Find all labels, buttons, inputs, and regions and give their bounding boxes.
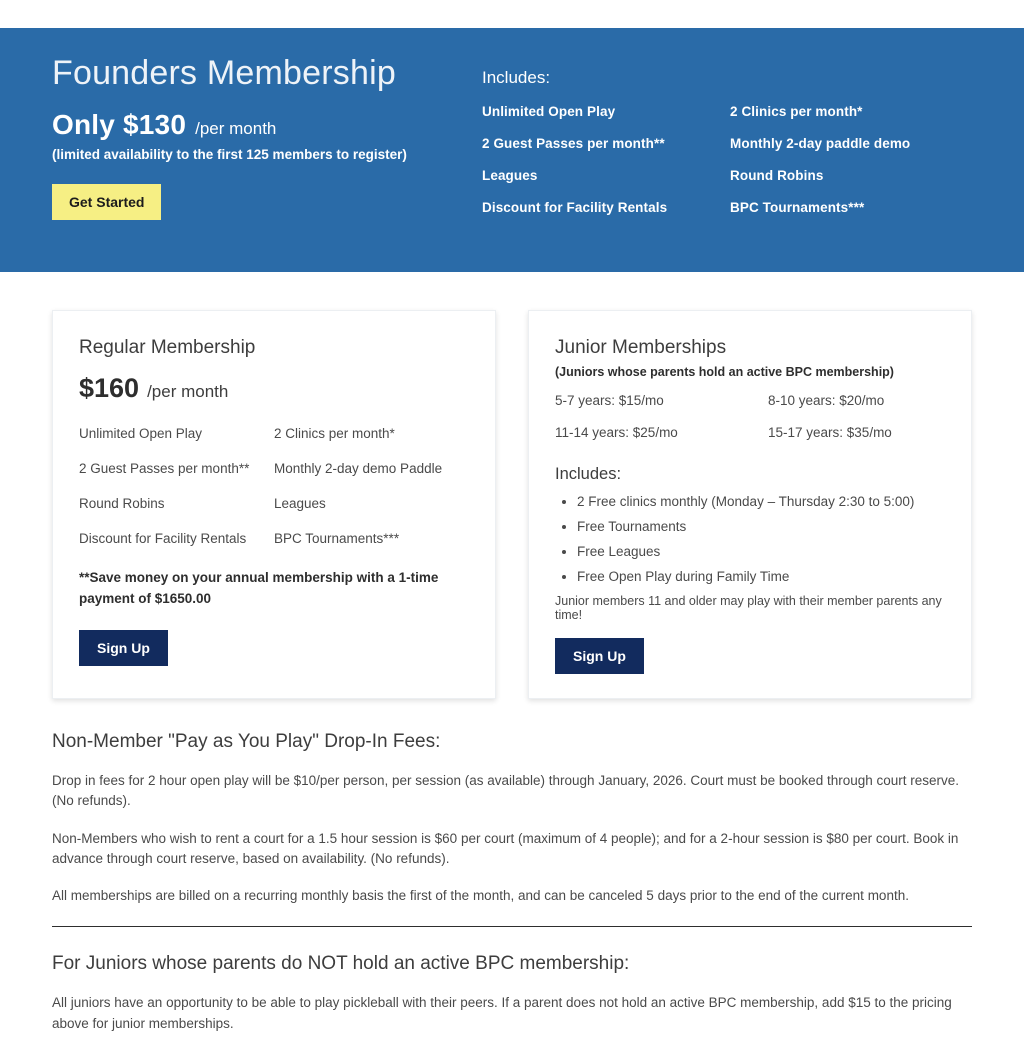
juniors-nonmember-heading: For Juniors whose parents do NOT hold an active BPC membership: <box>52 953 630 975</box>
juniors-nonmember-paragraph: All juniors have an opportunity to be able to play pickleball with their peers. If a parent does not hold an active BPC membership, add $15 to the pricing above for junior memberships. <box>52 995 952 1031</box>
list-item: 8-10 years: $20/mo <box>768 393 885 408</box>
hero-includes-grid <box>482 104 980 232</box>
drop-in-fees-section <box>0 699 1024 1034</box>
list-item: Round Robins <box>730 168 824 183</box>
list-item: 2 Guest Passes per month** <box>79 461 250 476</box>
list-item: • Free Tournaments <box>577 519 945 534</box>
regular-membership-card <box>52 310 496 699</box>
hero-includes-column-2 <box>730 104 980 232</box>
list-item: 11-14 years: $25/mo <box>555 425 678 440</box>
list-item: • Free Open Play during Family Time <box>577 569 945 584</box>
list-item: Unlimited Open Play <box>482 104 616 119</box>
founders-membership-hero <box>0 28 1024 272</box>
hero-price: Only $130 <box>52 109 187 141</box>
list-item: 15-17 years: $35/mo <box>768 425 892 440</box>
junior-card-subtitle: (Juniors whose parents hold an active BPC membership) <box>555 365 894 379</box>
list-item: 2 Guest Passes per month** <box>482 136 665 151</box>
junior-membership-card <box>528 310 972 699</box>
hero-includes-column-1 <box>482 104 730 232</box>
page-title: Founders Membership <box>52 54 396 92</box>
junior-includes-label: Includes: <box>555 465 622 483</box>
hero-includes-title: Includes: <box>482 68 551 87</box>
membership-cards <box>0 272 1024 699</box>
list-item: BPC Tournaments*** <box>274 531 400 546</box>
regular-card-price: $160 <box>79 373 140 403</box>
list-item: Monthly 2-day paddle demo <box>730 136 911 151</box>
pricing-page <box>0 28 1024 1034</box>
list-item: 2 Clinics per month* <box>274 426 395 441</box>
regular-card-title: Regular Membership <box>79 337 256 358</box>
junior-card-footnote: Junior members 11 and older may play with their member parents any time! <box>555 594 942 622</box>
regular-card-features <box>79 426 469 566</box>
list-item: • Free Leagues <box>577 544 945 559</box>
list-item: 5-7 years: $15/mo <box>555 393 664 408</box>
get-started-button[interactable]: Get Started <box>52 184 161 220</box>
list-item: Discount for Facility Rentals <box>482 200 668 215</box>
drop-in-paragraph-2: Non-Members who wish to rent a court for a 1.5 hour session is $60 per court (maximum of 4 people); and for a 2-hour session is $80 per court. Book in advance through court reserve, based on availability. (No refunds). <box>52 830 959 866</box>
section-divider <box>52 926 972 927</box>
list-item: Round Robins <box>79 496 165 511</box>
list-item: Discount for Facility Rentals <box>79 531 247 546</box>
junior-includes-list <box>555 494 945 584</box>
drop-in-paragraph-3: All memberships are billed on a recurring monthly basis the first of the month, and can be canceled 5 days prior to the end of the current month. <box>52 888 909 903</box>
list-item: Leagues <box>482 168 538 183</box>
junior-card-title: Junior Memberships <box>555 337 727 358</box>
regular-sign-up-button[interactable]: Sign Up <box>79 630 168 666</box>
list-item: Leagues <box>274 496 326 511</box>
regular-card-price-period: /per month <box>147 382 229 401</box>
list-item: • 2 Free clinics monthly (Monday – Thursday 2:30 to 5:00) <box>577 494 945 509</box>
list-item: Monthly 2-day demo Paddle <box>274 461 443 476</box>
list-item: 2 Clinics per month* <box>730 104 863 119</box>
junior-sign-up-button[interactable]: Sign Up <box>555 638 644 674</box>
regular-card-price-line <box>79 373 469 404</box>
hero-left-column <box>52 54 482 220</box>
drop-in-heading: Non-Member "Pay as You Play" Drop-In Fees: <box>52 731 441 752</box>
list-item: Unlimited Open Play <box>79 426 203 441</box>
drop-in-paragraph-1: Drop in fees for 2 hour open play will be $10/per person, per session (as available) through January, 2026. Court must be booked through court reserve. (No refunds). <box>52 773 960 809</box>
hero-includes <box>482 54 980 232</box>
junior-card-tiers <box>555 393 945 457</box>
list-item: BPC Tournaments*** <box>730 200 865 215</box>
regular-card-save-note: **Save money on your annual membership with a 1-time payment of $1650.00 <box>79 570 439 606</box>
hero-price-line <box>52 109 482 141</box>
hero-availability-note: (limited availability to the first 125 members to register) <box>52 147 407 163</box>
hero-price-period: /per month <box>195 119 277 139</box>
